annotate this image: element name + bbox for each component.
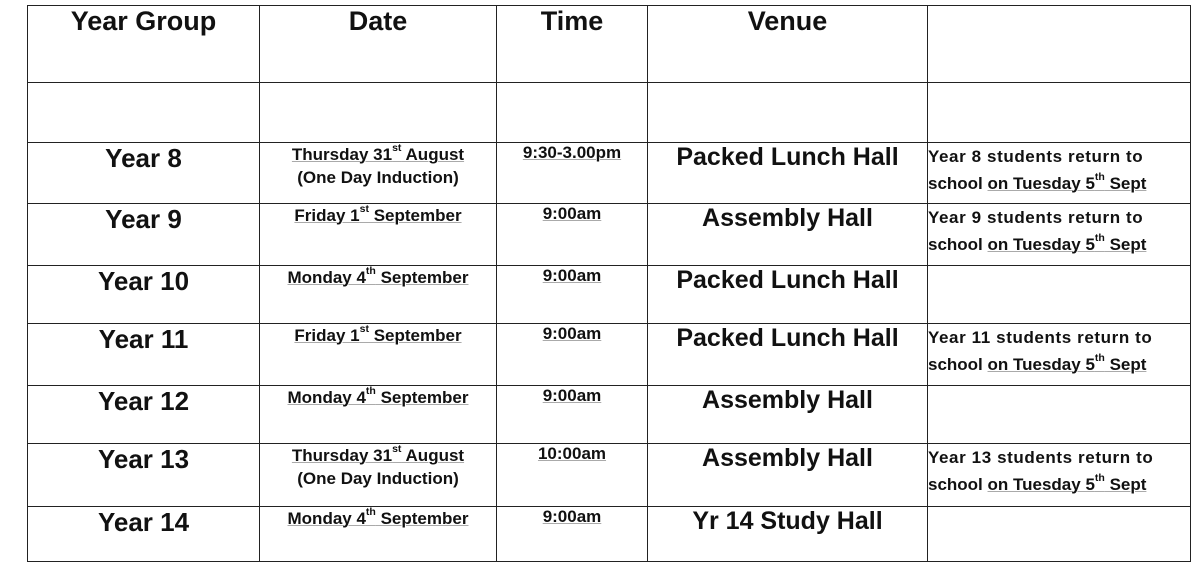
header-year-group: Year Group: [28, 6, 260, 83]
year-group-cell: Year 13: [28, 444, 260, 507]
table-row: [28, 324, 1191, 386]
table-row: [28, 444, 1191, 507]
table-row: [28, 143, 1191, 204]
note-cell: Year 11 students return to school on Tuesday 5th Sept: [928, 324, 1191, 386]
date-cell: Monday 4th September: [260, 386, 497, 444]
table-row: [28, 266, 1191, 324]
table-row: [28, 204, 1191, 266]
year-group-cell: Year 11: [28, 324, 260, 386]
venue-cell: Assembly Hall: [648, 204, 928, 266]
blank-cell: [28, 83, 260, 143]
date-cell: Friday 1st September: [260, 324, 497, 386]
date-cell: Thursday 31st August (One Day Induction): [260, 444, 497, 507]
header-notes: [928, 6, 1191, 83]
time-cell: 9:30-3.00pm: [497, 143, 648, 204]
year-group-cell: Year 8: [28, 143, 260, 204]
date-cell: Monday 4th September: [260, 507, 497, 562]
header-venue: Venue: [648, 6, 928, 83]
time-cell: 9:00am: [497, 386, 648, 444]
note-cell: Year 8 students return to school on Tuesday 5th Sept: [928, 143, 1191, 204]
blank-cell: [260, 83, 497, 143]
venue-cell: Assembly Hall: [648, 444, 928, 507]
blank-cell: [497, 83, 648, 143]
time-cell: 9:00am: [497, 204, 648, 266]
schedule-table: [27, 5, 1191, 562]
time-cell: 9:00am: [497, 266, 648, 324]
header-date: Date: [260, 6, 497, 83]
date-cell: Thursday 31st August (One Day Induction): [260, 143, 497, 204]
venue-cell: Packed Lunch Hall: [648, 266, 928, 324]
note-cell: [928, 386, 1191, 444]
year-group-cell: Year 9: [28, 204, 260, 266]
date-cell: Monday 4th September: [260, 266, 497, 324]
venue-cell: Yr 14 Study Hall: [648, 507, 928, 562]
time-cell: 9:00am: [497, 324, 648, 386]
venue-cell: Packed Lunch Hall: [648, 324, 928, 386]
venue-cell: Assembly Hall: [648, 386, 928, 444]
year-group-cell: Year 14: [28, 507, 260, 562]
year-group-cell: Year 10: [28, 266, 260, 324]
note-cell: Year 13 students return to school on Tuesday 5th Sept: [928, 444, 1191, 507]
blank-row: [28, 83, 1191, 143]
blank-cell: [648, 83, 928, 143]
time-cell: 9:00am: [497, 507, 648, 562]
table-row: [28, 507, 1191, 562]
blank-cell: [928, 83, 1191, 143]
venue-cell: Packed Lunch Hall: [648, 143, 928, 204]
date-cell: Friday 1st September: [260, 204, 497, 266]
note-cell: [928, 266, 1191, 324]
table-row: [28, 386, 1191, 444]
header-time: Time: [497, 6, 648, 83]
year-group-cell: Year 12: [28, 386, 260, 444]
note-cell: [928, 507, 1191, 562]
time-cell: 10:00am: [497, 444, 648, 507]
note-cell: Year 9 students return to school on Tuesday 5th Sept: [928, 204, 1191, 266]
header-row: [28, 6, 1191, 83]
